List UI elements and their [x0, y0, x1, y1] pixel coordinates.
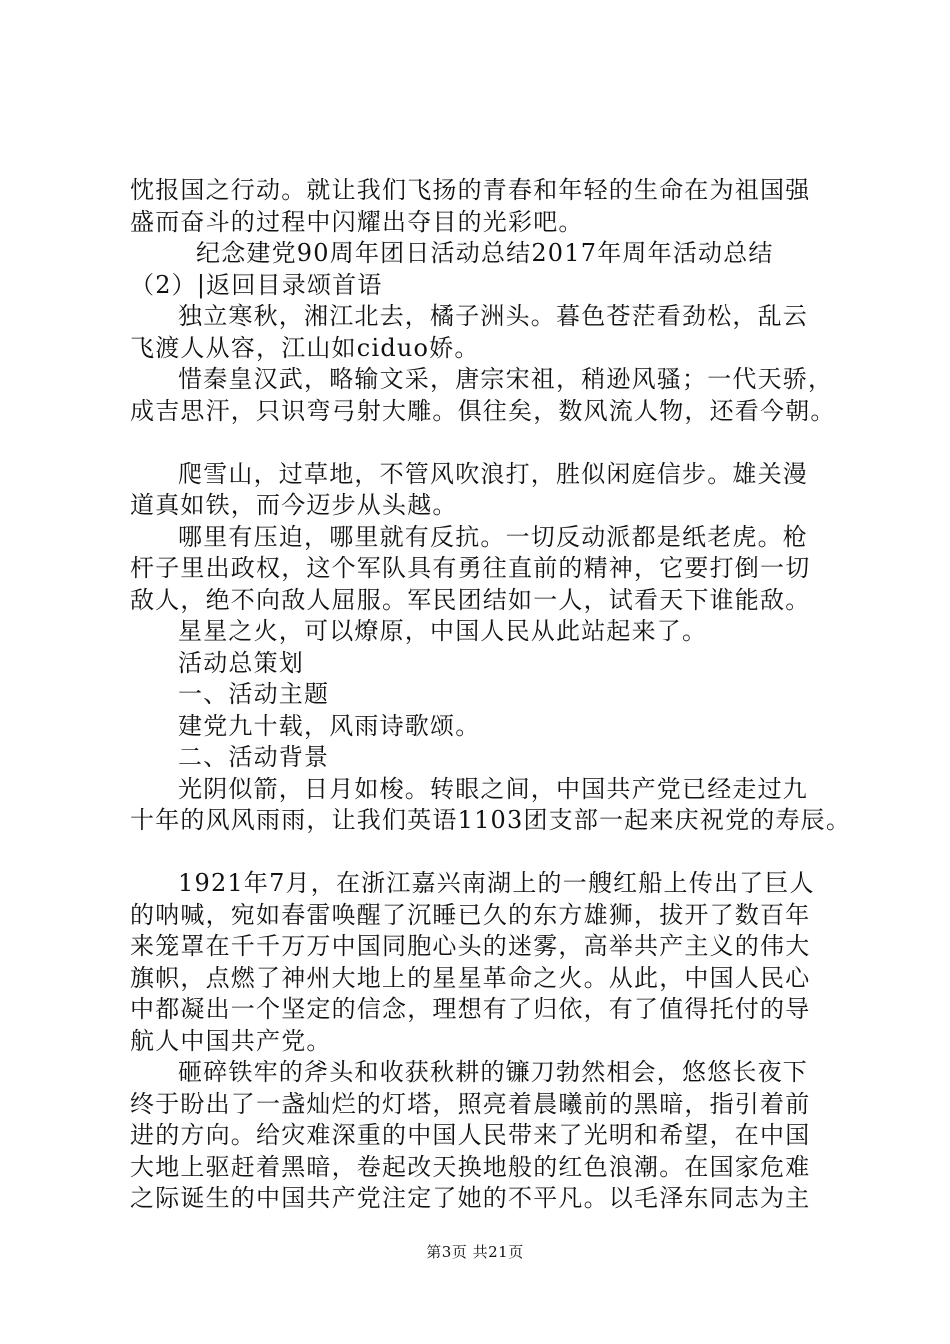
text-line: 砸碎铁牢的斧头和收获秋耕的镰刀勃然相会，悠悠长夜下 [178, 1058, 808, 1086]
document-body [130, 175, 852, 1215]
text-line: 旗帜，点燃了神州大地上的星星革命之火。从此，中国人民心 [130, 963, 811, 992]
text-line: 独立寒秋，湘江北去，橘子洲头。暮色苍茫看劲松，乱云 [178, 302, 808, 330]
subheading-theme: 一、活动主题 [178, 680, 330, 708]
text-line: 的呐喊，宛如春雷唤醒了沉睡已久的东方雄狮，拔开了数百年 [130, 900, 811, 929]
text-line: 飞渡人从容，江山如ciduo娇。 [130, 333, 480, 362]
text-line: 敌人，绝不向敌人屈服。军民团结如一人，试看天下谁能敌。 [130, 585, 811, 614]
text-line: 之际诞生的中国共产党注定了她的不平凡。以毛泽东同志为主 [130, 1184, 811, 1212]
text-line: 盛而奋斗的过程中闪耀出夺目的光彩吧。 [130, 207, 584, 236]
text-line: 大地上驱赶着黑暗，卷起改天换地般的红色浪潮。在国家危难 [130, 1152, 811, 1181]
text-line: 成吉思汗，只识弯弓射大雕。俱往矣，数风流人物，还看今朝。 [130, 396, 836, 425]
text-line: 忱报国之行动。就让我们飞扬的青春和年轻的生命在为祖国强 [130, 176, 811, 204]
page-number-footer: 第3页 共21页 [426, 1243, 524, 1261]
text-line: 建党九十载，风雨诗歌颂。 [178, 711, 481, 740]
text-line: 进的方向。给灾难深重的中国人民带来了光明和希望，在中国 [130, 1121, 811, 1149]
text-line: 光阴似箭，日月如梭。转眼之间，中国共产党已经走过九 [178, 774, 808, 803]
text-line: 来笼罩在千千万万中国同胞心头的迷雾，高举共产主义的伟大 [130, 932, 811, 960]
text-line: 中都凝出一个坚定的信念，理想有了归依，有了值得托付的导 [130, 995, 811, 1023]
paragraph-gap [130, 837, 835, 869]
text-line: 惜秦皇汉武，略输文采，唐宗宋祖，稍逊风骚；一代天骄， [178, 365, 834, 393]
subheading-background: 二、活动背景 [178, 743, 330, 771]
text-line: 道真如铁，而今迈步从头越。 [130, 491, 458, 519]
section-title: 纪念建党90周年团日活动总结2017年周年活动总结 [196, 239, 774, 267]
text-line: 十年的风风雨雨，让我们英语1103团支部一起来庆祝党的寿辰。 [130, 806, 852, 834]
text-line: 航人中国共产党。 [130, 1026, 332, 1055]
text-line: 星星之火，可以燎原，中国人民从此站起来了。 [178, 617, 708, 645]
paragraph-gap [130, 427, 835, 459]
text-line: 爬雪山，过草地，不管风吹浪打，胜似闲庭信步。雄关漫 [178, 459, 808, 488]
text-line: 1921年7月，在浙江嘉兴南湖上的一艘红船上传出了巨人 [178, 869, 815, 897]
text-line: 杆子里出政权，这个军队具有勇往直前的精神，它要打倒一切 [130, 554, 811, 582]
text-line: 终于盼出了一盏灿烂的灯塔，照亮着晨曦前的黑暗，指引着前 [130, 1089, 811, 1118]
section-title-continued: （2）|返回目录颂首语 [130, 270, 383, 299]
subheading-plan: 活动总策划 [178, 648, 304, 677]
text-line: 哪里有压迫，哪里就有反抗。一切反动派都是纸老虎。枪 [178, 522, 808, 551]
